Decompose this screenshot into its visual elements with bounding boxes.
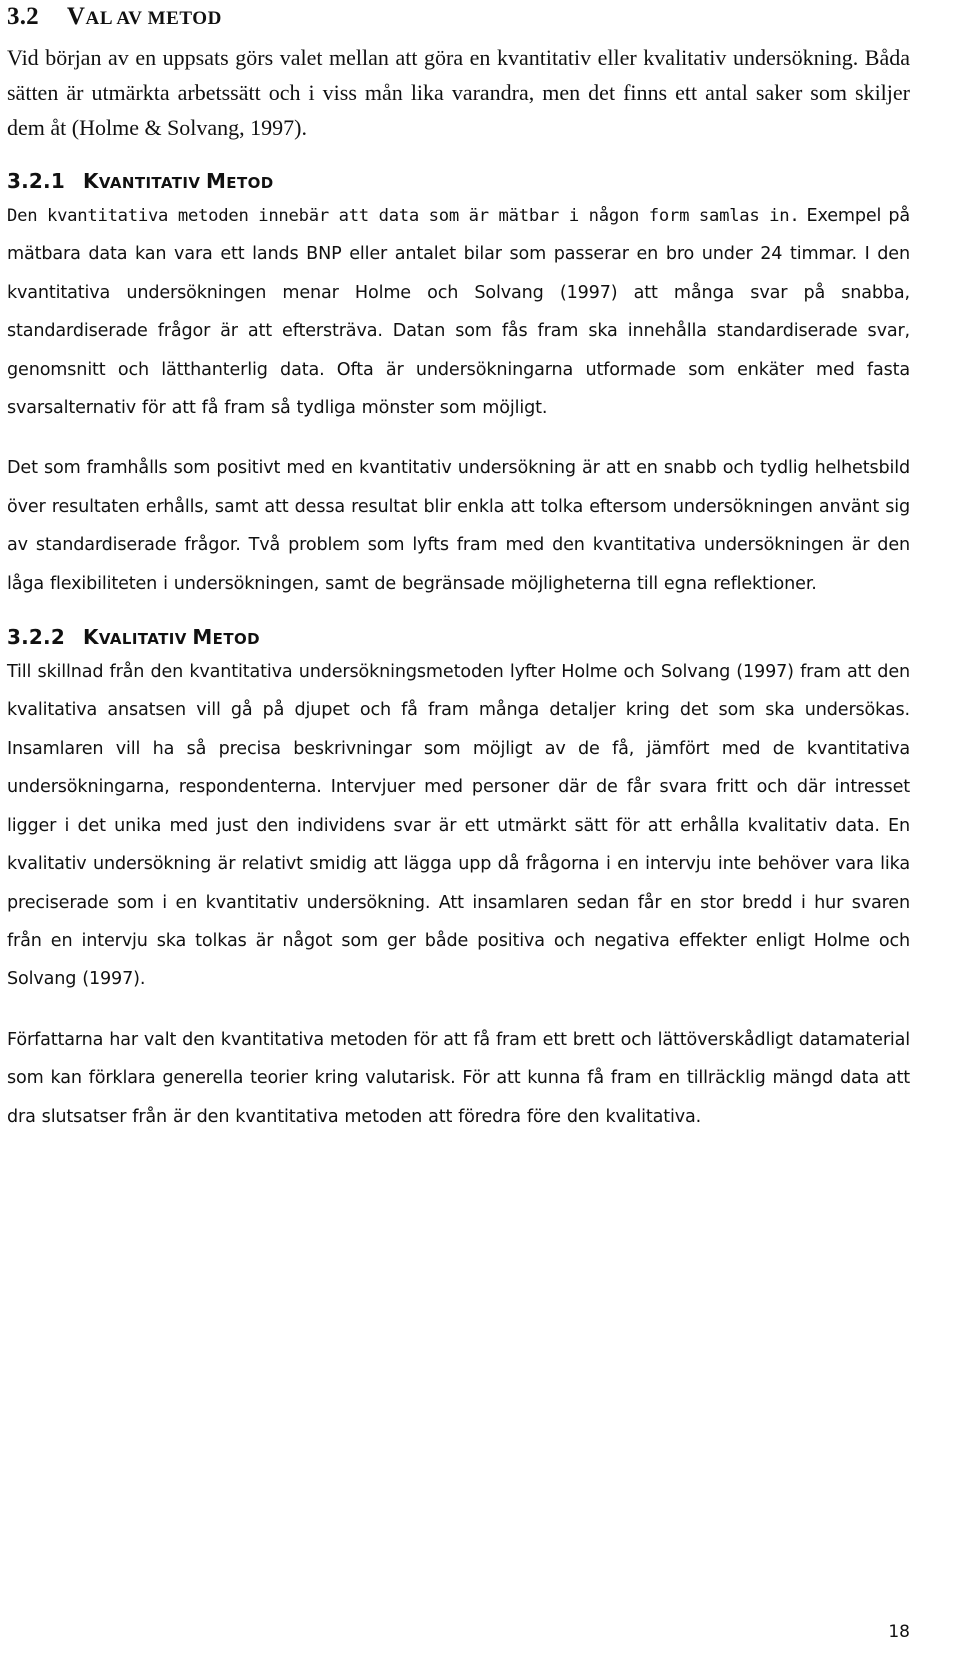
subsection-heading-quantitative: [7, 167, 910, 197]
subsection-number: 3.2.1: [7, 169, 65, 193]
section-title: VAL AV METOD: [66, 3, 222, 30]
page-number: 18: [888, 1622, 910, 1642]
quantitative-paragraph-1-body: Exempel på mätbara data kan vara ett lands BNP eller antalet bilar som passerar en bro under 24 timmar. I den kvantitativa undersökningen menar Holme och Solvang (1997) att många svar på snabba, standardiserade frågor är att eftersträva. Datan som fås fram ska innehålla standardiserade svar, genomsnitt och lätthanterlig data. Ofta är undersökningarna utformade som enkäter med fasta svarsalternativ för att få fram så tydliga mönster som möjligt.: [7, 206, 910, 419]
section-heading: [7, 2, 910, 34]
section-intro-paragraph: Vid början av en uppsats görs valet mellan att göra en kvantitativ eller kvalitativ undersökning. Båda sätten är utmärkta arbetssätt och i viss mån lika varandra, men det finns ett antal saker som skiljer dem åt (Holme & Solvang, 1997).: [7, 45, 910, 140]
quantitative-paragraph-2: Det som framhålls som positivt med en kvantitativ undersökning är att en snabb och tydlig helhetsbild över resultaten erhålls, samt att dessa resultat blir enkla att tolka eftersom undersökningen använt sig av standardiserade frågor. Två problem som lyfts fram med den kvantitativa undersökningen är den låga flexibiliteten i undersökningen, samt de begränsade möjligheterna till egna reflektioner.: [7, 458, 910, 594]
paragraph-gap: [7, 427, 910, 445]
quantitative-paragraph-1: [7, 197, 910, 427]
qualitative-paragraph-1: Till skillnad från den kvantitativa undersökningsmetoden lyfter Holme och Solvang (1997) fram att den kvalitativa ansatsen vill gå på djupet och få fram många detaljer kring det som ska undersökas. Insamlaren vill ha så precisa beskrivningar som möjligt av de få, jämfört med de kvantitativa undersökningarna, respondenterna. Intervjuer med personer där de får svara fritt och där intresset ligger i det unika med just den individens svar är ett utmärkt sätt för att erhålla kvalitativ data. En kvalitativ undersökning är relativt smidig att lägga upp då frågorna i en intervju inte behöver vara lika preciserade som i en kvantitativ undersökning. Att insamlaren sedan får en stor bredd i hur svaren från en intervju ska tolkas är något som ger både positiva och negativa effekter enligt Holme och Solvang (1997).: [7, 662, 910, 990]
document-page: [7, 0, 910, 1136]
subsection-heading-qualitative: [7, 623, 910, 653]
quantitative-paragraph-1-lead: Den kvantitativa metoden innebär att data som är mätbar i någon form samlas in.: [7, 206, 800, 226]
paragraph-gap: [7, 999, 910, 1017]
subsection-title: KVALITATIV METOD: [82, 625, 260, 650]
subsection-number: 3.2.2: [7, 625, 65, 650]
section-number: 3.2: [7, 3, 39, 30]
method-choice-paragraph: Författarna har valt den kvantitativa metoden för att få fram ett brett och lättöverskådligt datamaterial som kan förklara generella teorier kring valutarisk. För att kunna få fram en tillräcklig mängd data att dra slutsatser från är den kvantitativa metoden att föredra före den kvalitativa.: [7, 1029, 911, 1127]
subsection-title: KVANTITATIV METOD: [82, 169, 274, 193]
